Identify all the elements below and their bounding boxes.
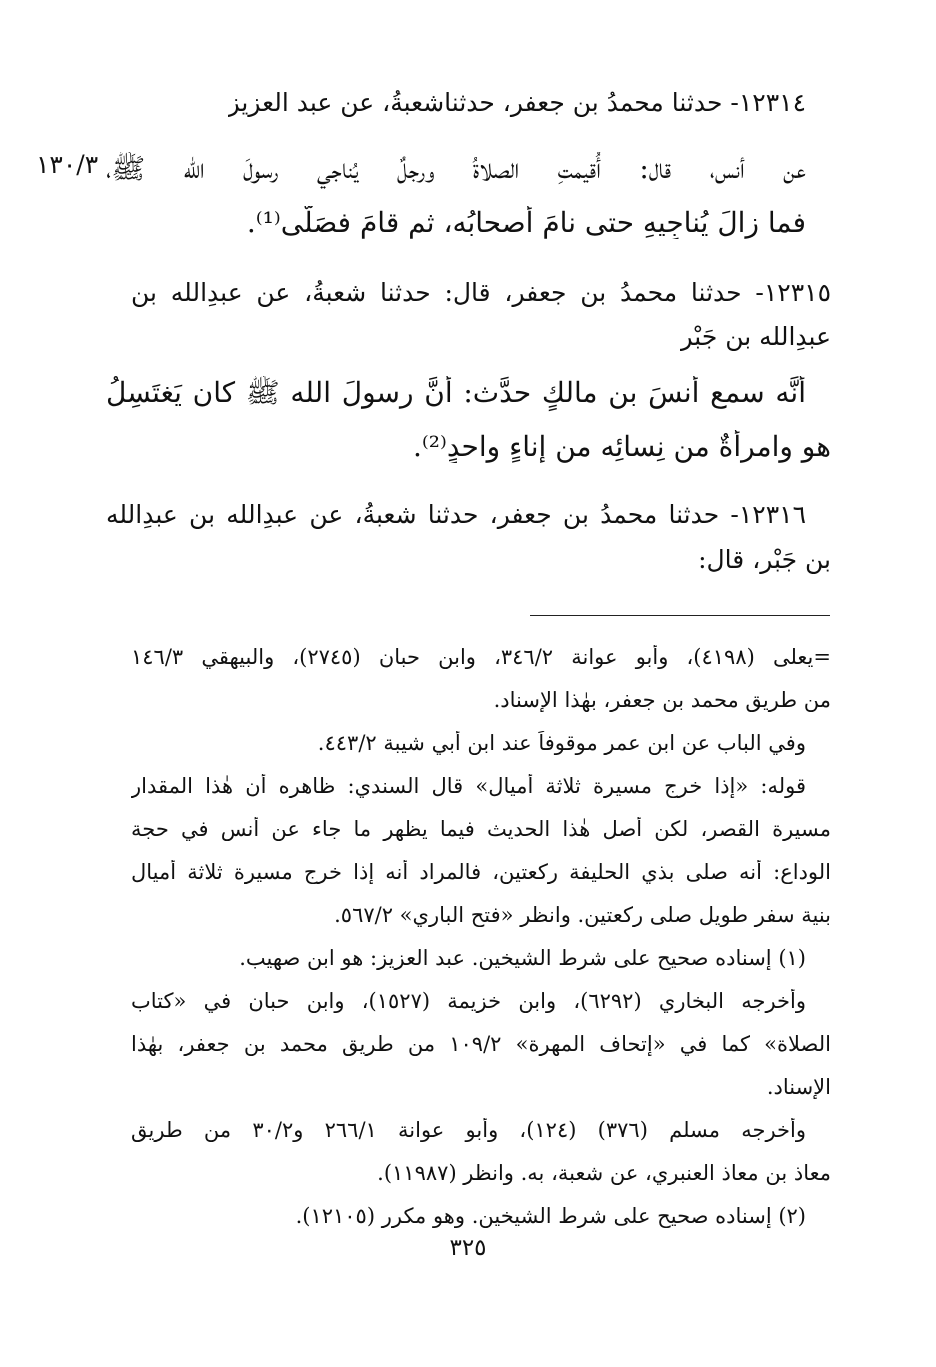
- hadith-12315-isnad-line-1: ١٢٣١٥- حدثنا محمدُ بن جعفرٍ، قال: حدثنا شعبةُ، عن عبدِالله بن: [131, 278, 831, 307]
- footnote-line: من طريق محمد بن جعفر، بهٰذا الإسناد.: [493, 688, 831, 712]
- footnote-line: بنية سفر طويل صلى ركعتين. وانظر «فتح الباري» ٥٦٧/٢.: [334, 903, 831, 927]
- hadith-12314-isnad: ١٢٣١٤- حدثنا محمدُ بن جعفرٍ، حدثناشعبةُ، عن عبد العزيزِ: [227, 88, 806, 117]
- footnote-1-line: (١) إسناده صحيح على شرط الشيخين. عبد العزيز: هو ابن صهيب.: [239, 946, 806, 970]
- footnote-1-line: الصلاة» كما في «إتحاف المهرة» ١٠٩/٢ من طريق محمد بن جعفر، بهٰذا: [131, 1032, 831, 1056]
- page-number: ٣٢٥: [449, 1235, 487, 1261]
- footnote-line: =يعلى (٤١٩٨)، وأبو عوانة ٣٤٦/٢، وابن حبان (٢٧٤٥)، والبيهقي ١٤٦/٣: [131, 645, 831, 669]
- hadith-12315-matn-line-2: هو وامرأةٌ من نِسائِه من إناءٍ واحدٍ⁽²⁾.: [412, 430, 831, 463]
- hadith-12315-matn-line-1: أنَّه سمع أنسَ بن مالكٍ حدَّث: أنَّ رسولَ الله ﷺ كان يَغتَسِلُ: [106, 376, 806, 409]
- footnote-1-line: وأخرجه البخاري (٦٢٩٢)، وابن خزيمة (١٥٢٧)، وابن حبان في «كتاب: [131, 989, 806, 1013]
- hadith-12314-matn-line-1: عن أنس، قال: أُقيمتِ الصلاةُ ورجلٌ يُناجي رسولَ الله ﷺ،: [106, 152, 806, 185]
- footnote-line: قوله: «إذا خرج مسيرة ثلاثة أميال» قال السندي: ظاهره أن هٰذا المقدار: [131, 774, 806, 798]
- footnote-1-line: وأخرجه مسلم (٣٧٦) (١٢٤)، وأبو عوانة ٢٦٦/١ و٣٠/٢ من طريق: [131, 1118, 806, 1142]
- hadith-12316-isnad-line-2: بن جَبْرٍ، قال:: [698, 545, 831, 574]
- footnote-separator: [530, 615, 830, 616]
- footnote-2-line: (٢) إسناده صحيح على شرط الشيخين. وهو مكرر (١٢١٠٥).: [295, 1204, 806, 1228]
- footnote-line: مسيرة القصر، لكن أصل هٰذا الحديث فيما يظهر ما جاء عن أنس في حجة: [131, 817, 831, 841]
- footnote-line: وفي الباب عن ابن عمر موقوفاً عند ابن أبي شيبة ٤٤٣/٢.: [317, 731, 806, 755]
- footnote-line: الوداع: أنه صلى بذي الحليفة ركعتين، فالمراد أنه إذا خرج مسيرة ثلاثة أميال: [131, 860, 831, 884]
- hadith-12314-matn-line-2: فما زالَ يُناجِيهِ حتى نامَ أصحابُه، ثم قامَ فصَلَّى⁽¹⁾.: [246, 206, 806, 239]
- hadith-12316-isnad-line-1: ١٢٣١٦- حدثنا محمدُ بن جعفرٍ، حدثنا شعبةُ، عن عبدِالله بن عبدِالله: [106, 500, 806, 529]
- footnote-1-line: الإسناد.: [766, 1075, 831, 1099]
- hadith-12315-isnad-line-2: عبدِالله بن جَبْر: [680, 322, 831, 351]
- footnote-1-line: معاذ بن معاذ العنبري، عن شعبة، به. وانظر (١١٩٨٧).: [377, 1161, 831, 1185]
- margin-volume-page-reference: ١٣٠/٣: [36, 150, 99, 179]
